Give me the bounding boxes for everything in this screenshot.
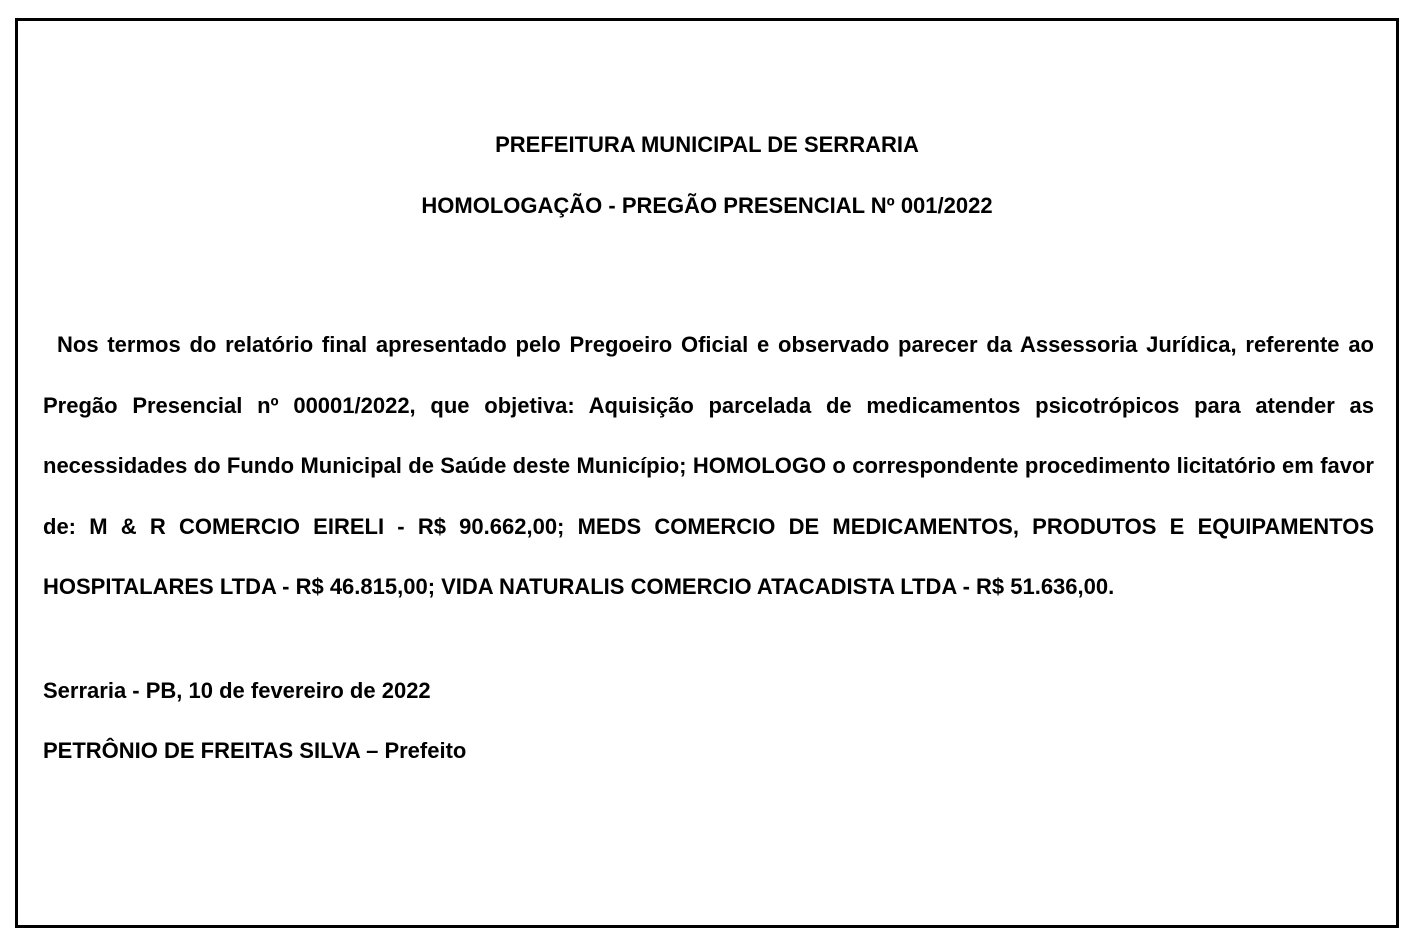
notice-signature: PETRÔNIO DE FREITAS SILVA – Prefeito: [43, 738, 467, 763]
notice-frame: [15, 18, 1399, 928]
notice-date: Serraria - PB, 10 de fevereiro de 2022: [43, 678, 431, 703]
notice-subtitle: HOMOLOGAÇÃO - PREGÃO PRESENCIAL Nº 001/2022: [421, 193, 993, 218]
notice-body: Nos termos do relatório final apresentado pelo Pregoeiro Oficial e observado parecer da Assessoria Jurídica, referente ao Pregão Presencial nº 00001/2022, que objetiva: Aquisição parcelada de medicamentos psicotrópicos para atender as necessidades do Fundo Municipal de Saúde deste Município; HOMOLOGO o correspondente procedimento licitatório em favor de: M & R COMERCIO EIRELI - R$ 90.662,00; MEDS COMERCIO DE MEDICAMENTOS, PRODUTOS E EQUIPAMENTOS HOSPITALARES LTDA - R$ 46.815,00; VIDA NATURALIS COMERCIO ATACADISTA LTDA - R$ 51.636,00.: [43, 332, 1374, 599]
notice-title: PREFEITURA MUNICIPAL DE SERRARIA: [495, 132, 919, 157]
